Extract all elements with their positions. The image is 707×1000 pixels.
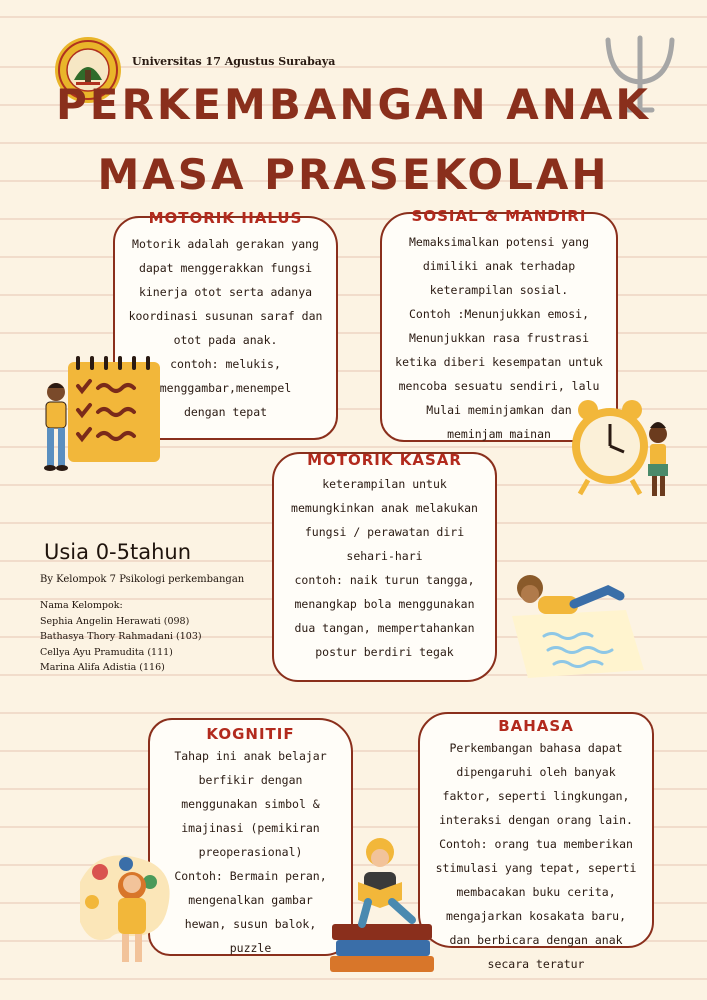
card-line: memungkinkan anak melakukan bbox=[291, 501, 478, 515]
card-line: mencoba sesuatu sendiri, lalu bbox=[398, 379, 600, 393]
title-line-2: MASA PRASEKOLAH bbox=[97, 150, 610, 199]
card-line: dapat menggerakkan fungsi bbox=[138, 261, 313, 275]
card-line: Menunjukkan rasa frustrasi bbox=[408, 331, 589, 345]
card-line: membacakan buku cerita, bbox=[456, 885, 616, 899]
card-line: ketika diberi kesempatan untuk bbox=[395, 355, 603, 369]
alarm-clock-illustration bbox=[566, 396, 678, 502]
card-line: interaksi dengan orang lain. bbox=[439, 813, 633, 827]
member-item: Cellya Ayu Pramudita (111) bbox=[40, 646, 173, 658]
member-item: Marina Alifa Adistia (116) bbox=[40, 662, 165, 673]
card-line: hewan, susun balok, bbox=[184, 917, 317, 931]
child-writing-illustration bbox=[508, 570, 648, 682]
paint-palette-illustration bbox=[70, 842, 180, 970]
card-line: sehari-hari bbox=[346, 549, 423, 563]
card-line: Motorik adalah gerakan yang bbox=[132, 237, 319, 251]
card-line: Contoh: orang tua memberikan bbox=[439, 837, 633, 851]
members-label: Nama Kelompok: bbox=[40, 600, 123, 611]
card-line: kinerja otot serta adanya bbox=[138, 285, 313, 299]
age-range: Usia 0-5tahun bbox=[44, 540, 192, 564]
card-line: koordinasi susunan saraf dan bbox=[128, 309, 323, 323]
card-title-motorik-halus: MOTORIK HALUS bbox=[148, 209, 303, 227]
card-line: preoperasional) bbox=[198, 845, 303, 859]
title-line-1: PERKEMBANGAN ANAK bbox=[56, 80, 651, 129]
card-line: Contoh: Bermain peran, bbox=[174, 869, 327, 883]
card-line: dimiliki anak terhadap bbox=[422, 259, 576, 273]
card-line: postur berdiri tegak bbox=[315, 645, 454, 659]
card-line: Contoh :Menunjukkan emosi, bbox=[408, 307, 589, 321]
card-bahasa bbox=[418, 712, 654, 971]
card-line: faktor, seperti lingkungan, bbox=[442, 789, 630, 803]
card-line: contoh: naik turun tangga, bbox=[294, 573, 475, 587]
card-line: keterampilan sosial. bbox=[429, 283, 569, 297]
university-name: Universitas 17 Agustus Surabaya bbox=[132, 55, 336, 68]
book-stack-illustration bbox=[322, 828, 440, 978]
card-line: meminjam mainan bbox=[447, 427, 551, 441]
card-line: mengenalkan gambar bbox=[188, 893, 313, 907]
member-item: Sephia Angelin Herawati (098) bbox=[40, 615, 190, 627]
card-line: dua tangan, mempertahankan bbox=[294, 621, 475, 635]
card-line: Mulai meminjamkan dan bbox=[426, 403, 572, 417]
card-line: dipengaruhi oleh banyak bbox=[456, 765, 616, 779]
member-list bbox=[40, 598, 202, 676]
card-line: menangkap bola menggunakan bbox=[294, 597, 475, 611]
card-line: puzzle bbox=[229, 941, 272, 955]
card-line: Perkembangan bahasa dapat bbox=[449, 741, 623, 755]
group-byline: By Kelompok 7 Psikologi perkembangan bbox=[40, 574, 245, 585]
card-line: imajinasi (pemikiran bbox=[181, 821, 320, 835]
card-line: Memaksimalkan potensi yang bbox=[408, 235, 589, 249]
member-item: Bathasya Thory Rahmadani (103) bbox=[40, 631, 202, 642]
card-line: Tahap ini anak belajar bbox=[174, 749, 327, 763]
card-title-bahasa: BAHASA bbox=[498, 717, 574, 735]
card-line: menggunakan simbol & bbox=[181, 797, 320, 811]
card-title-motorik-kasar: MOTORIK KASAR bbox=[307, 451, 462, 469]
card-motorik-kasar bbox=[272, 452, 497, 682]
card-line: dengan tepat bbox=[183, 405, 268, 419]
card-line: dan berbicara dengan anak bbox=[449, 933, 623, 947]
card-line: otot pada anak. bbox=[173, 333, 278, 347]
card-title-kognitif: KOGNITIF bbox=[206, 725, 295, 743]
card-line: secara teratur bbox=[487, 957, 585, 971]
card-line: stimulasi yang tepat, seperti bbox=[435, 861, 637, 875]
card-line: fungsi / perawatan diri bbox=[304, 525, 465, 539]
card-line: contoh: melukis, bbox=[170, 357, 281, 371]
card-line: mengajarkan kosakata baru, bbox=[445, 909, 626, 923]
card-title-sosial-mandiri: SOSIAL & MANDIRI bbox=[411, 207, 587, 225]
card-line: menggambar,menempel bbox=[159, 381, 292, 395]
card-line: berfikir dengan bbox=[198, 773, 303, 787]
card-line: keterampilan untuk bbox=[322, 477, 447, 491]
checklist-notepad-illustration bbox=[38, 352, 163, 477]
